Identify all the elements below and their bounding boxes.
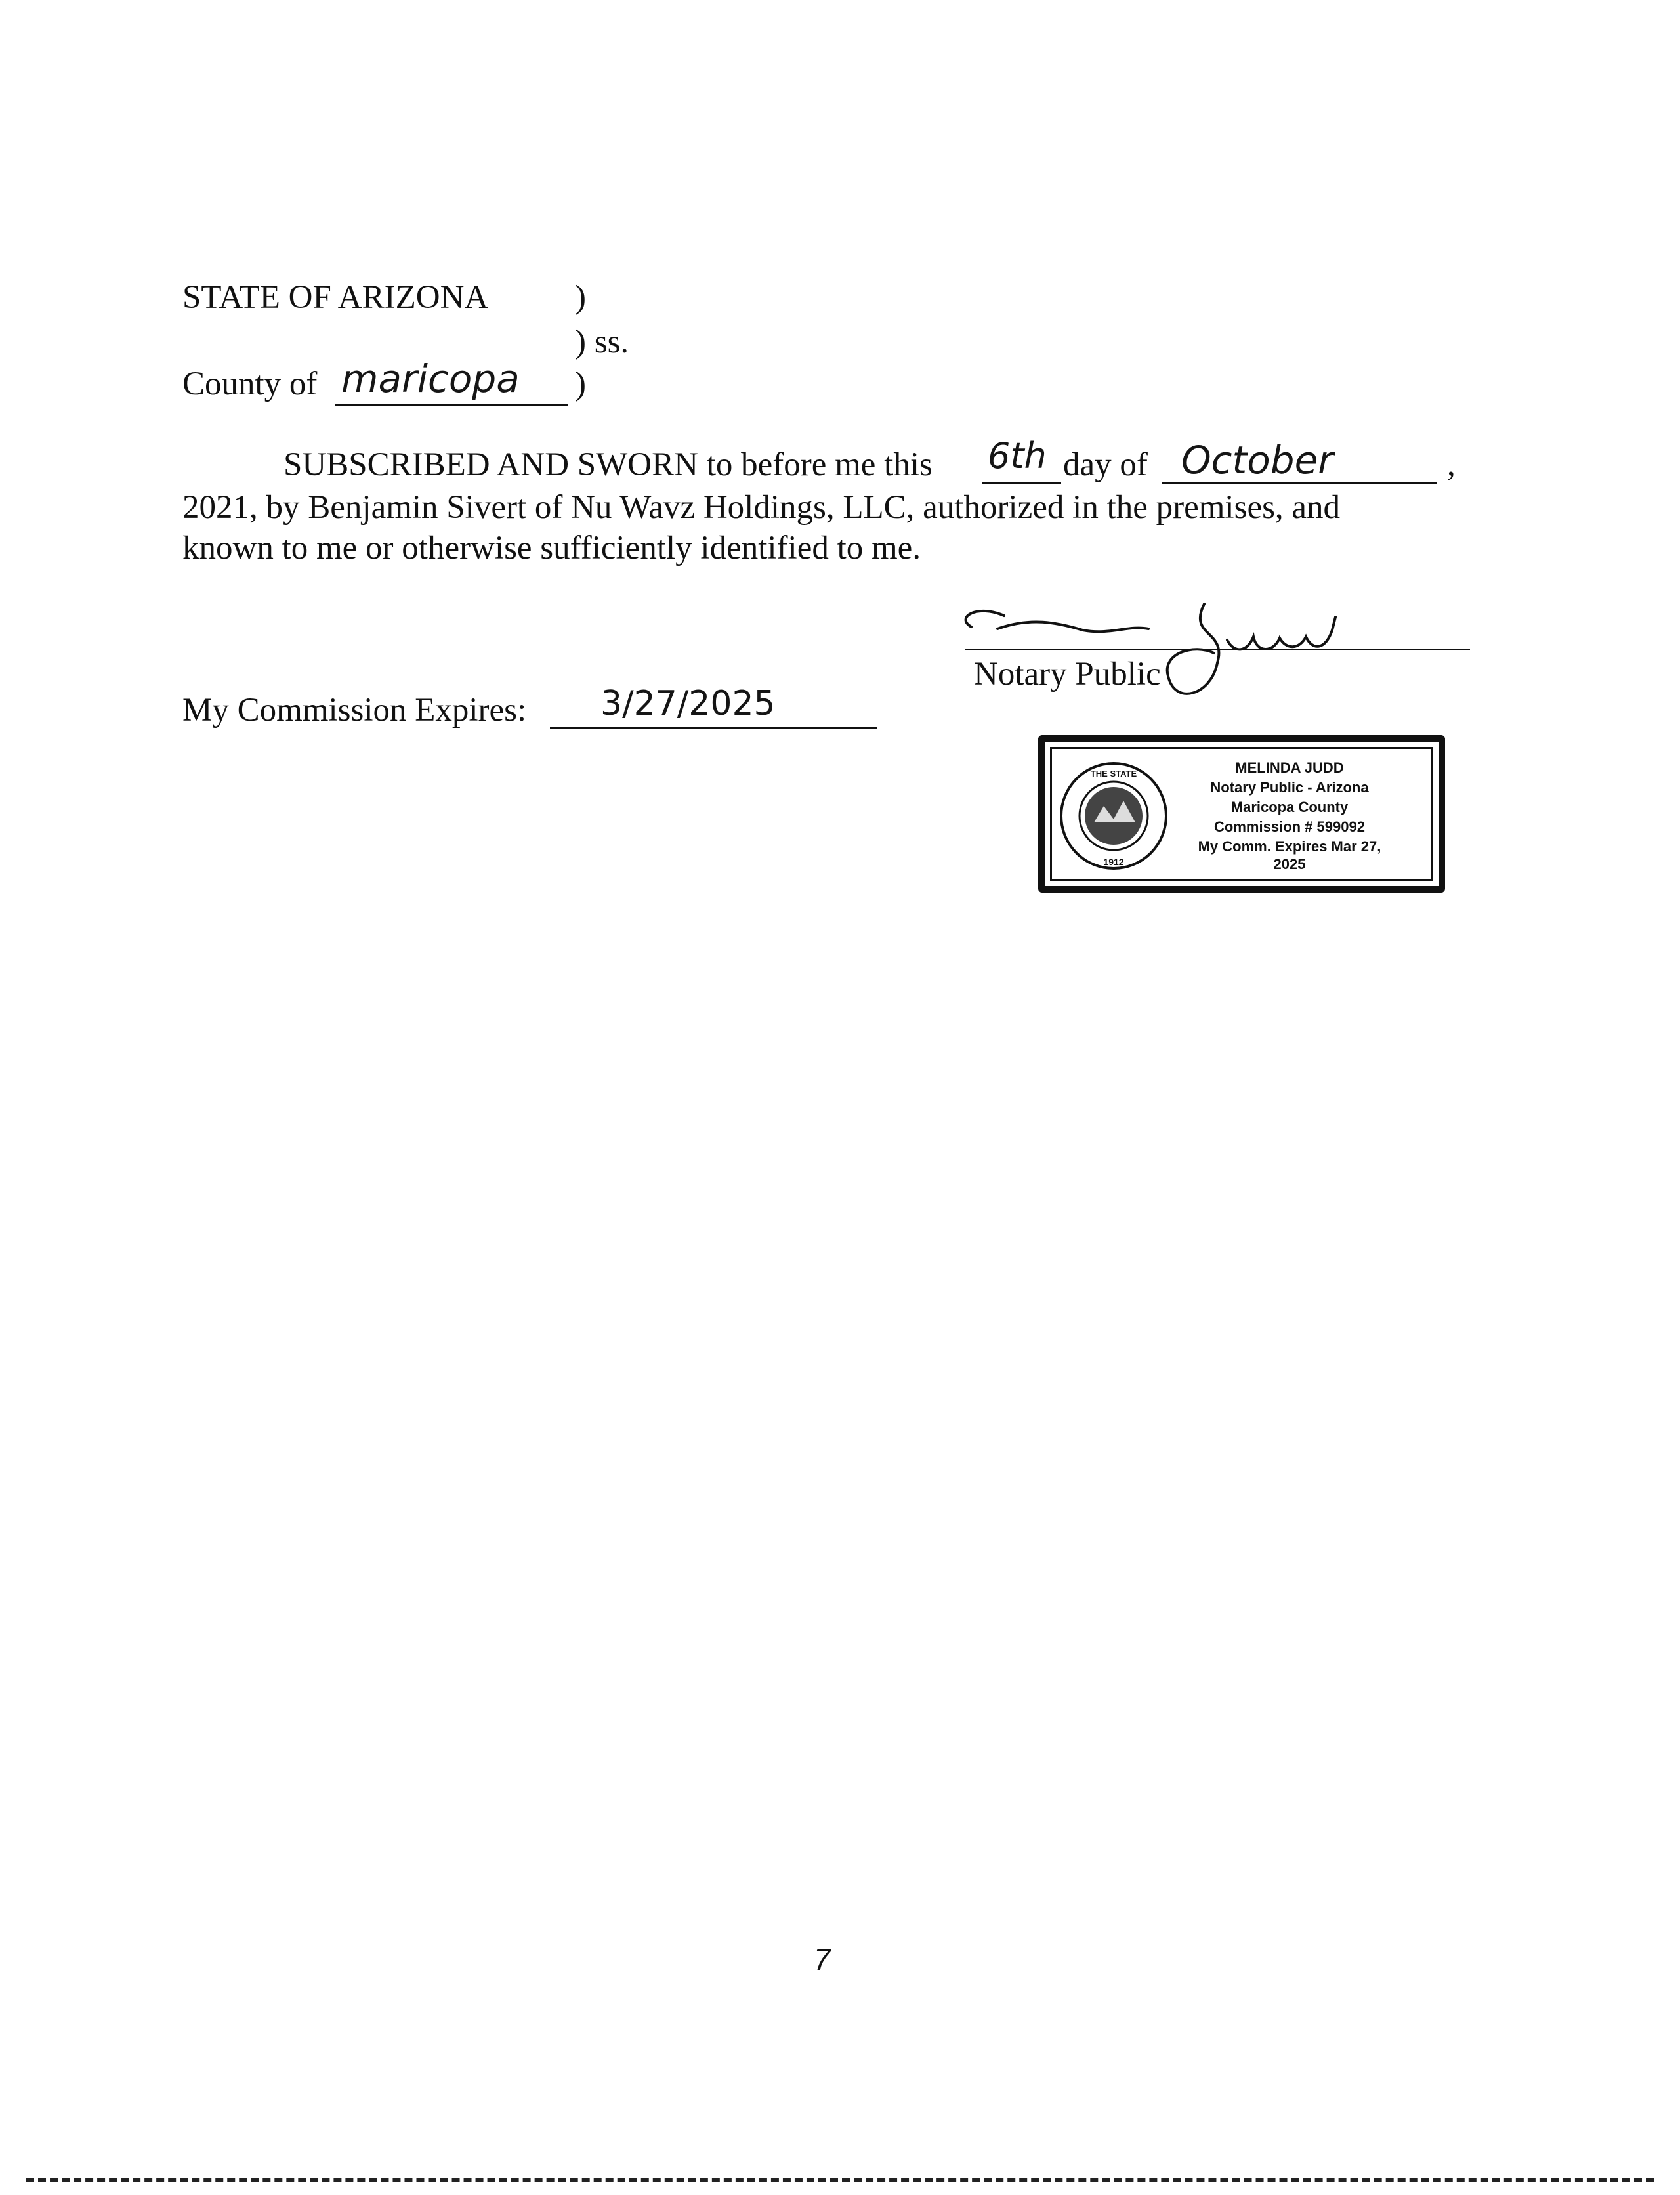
month-comma: , xyxy=(1447,446,1456,483)
state-heading: STATE OF ARIZONA xyxy=(182,279,489,316)
scan-artifact-edge xyxy=(26,2178,1654,2182)
seal-notary-name: MELINDA JUDD xyxy=(1235,759,1344,776)
jurat-line-1: SUBSCRIBED AND SWORN to before me this xyxy=(284,446,933,483)
svg-text:THE STATE: THE STATE xyxy=(1090,769,1137,778)
county-label: County of xyxy=(182,366,318,402)
day-of-label: day of xyxy=(1063,446,1148,483)
month-handwritten-value: October xyxy=(1181,438,1334,482)
jurat-line-2: 2021, by Benjamin Sivert of Nu Wavz Holdings, LLC, authorized in the premises, and xyxy=(182,489,1341,526)
seal-commission-number: Commission # 599092 xyxy=(1214,819,1365,835)
month-underline xyxy=(1162,482,1437,484)
seal-expiration: My Comm. Expires Mar 27, 2025 xyxy=(1198,838,1381,872)
page-number: 7 xyxy=(814,1942,831,1976)
seal-county: Maricopa County xyxy=(1230,799,1349,815)
commission-expires-value: 3/27/2025 xyxy=(600,684,776,723)
county-handwritten-value: maricopa xyxy=(341,356,520,401)
venue-paren-3: ) xyxy=(575,366,586,402)
venue-paren-1: ) xyxy=(575,279,586,316)
day-handwritten-value: 6th xyxy=(988,435,1047,477)
day-underline xyxy=(982,482,1061,484)
svg-text:1912: 1912 xyxy=(1103,857,1124,867)
notary-public-label: Notary Public xyxy=(974,656,1161,693)
seal-notary-title: Notary Public - Arizona xyxy=(1210,779,1369,796)
signature-line xyxy=(965,649,1470,650)
commission-underline xyxy=(550,727,877,729)
county-underline xyxy=(335,404,568,406)
arizona-seal-emblem xyxy=(1058,760,1169,872)
venue-ss: ) ss. xyxy=(575,324,629,360)
notary-signature xyxy=(952,591,1411,715)
commission-expires-label: My Commission Expires: xyxy=(182,692,527,729)
jurat-line-3: known to me or otherwise sufficiently identified to me. xyxy=(182,530,921,566)
